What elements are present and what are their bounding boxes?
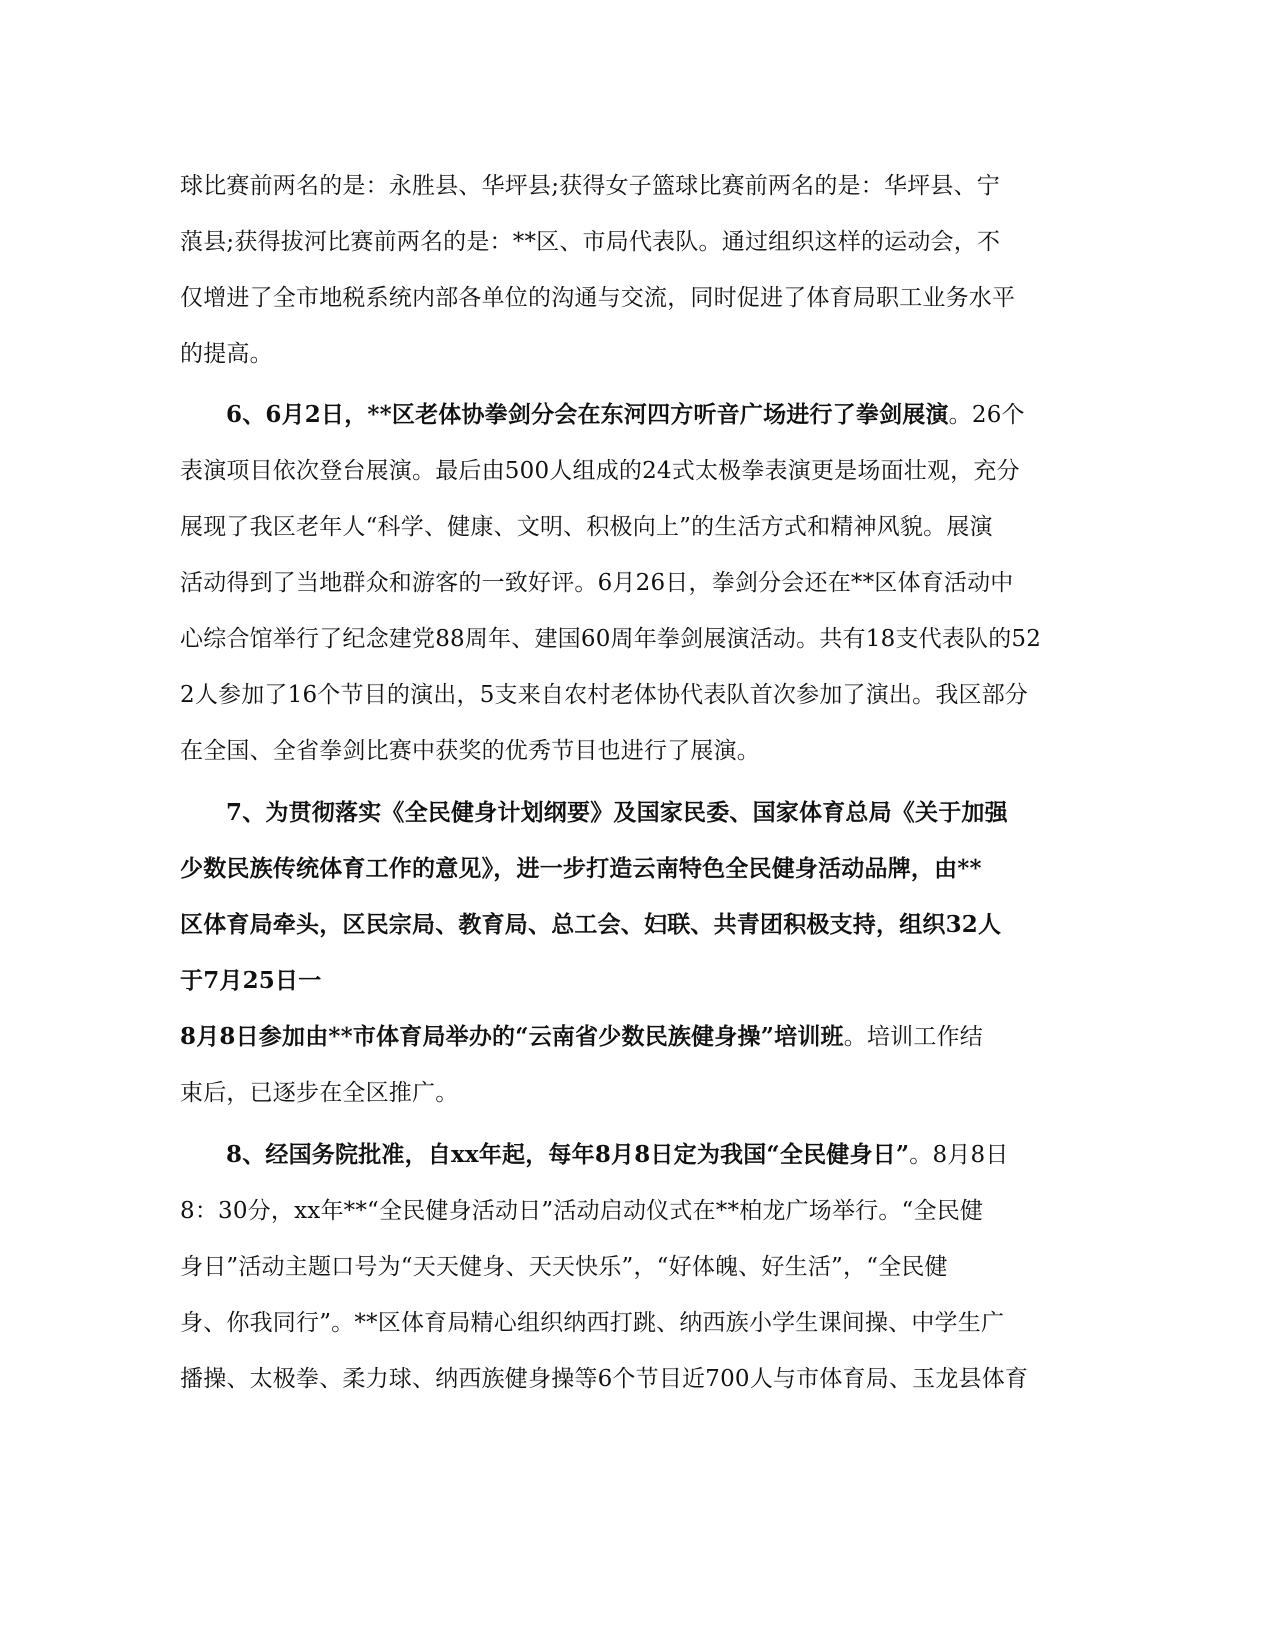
paragraph-7-heading-line: 少数民族传统体育工作的意见》，进一步打造云南特色全民健身活动品牌，由** — [180, 855, 982, 882]
text-line: 仅增进了全市地税系统内部各单位的沟通与交流，同时促进了体育局职工业务水平 — [180, 285, 1016, 311]
paragraph-8-heading: 8、经国务院批准，自xx年起，每年8月8日定为我国“全民健身日” — [226, 1141, 910, 1168]
text-line: 活动得到了当地群众和游客的一致好评。6月26日，拳剑分会还在**区体育活动中 — [180, 570, 1014, 596]
text-line: 在全国、全省拳剑比赛中获奖的优秀节目也进行了展演。 — [180, 738, 760, 764]
paragraph-7-heading-line: 区体育局牵头，区民宗局、教育局、总工会、妇联、共青团积极支持，组织32人 — [180, 911, 1002, 938]
paragraph-6-first-line — [226, 400, 1025, 430]
paragraph-6-heading: 6、6月2日，**区老体协拳剑分会在东河四方听音广场进行了拳剑展演 — [226, 401, 949, 428]
paragraph-8-first-line — [226, 1140, 1009, 1170]
paragraph-7-heading-line: 于7月25日一 — [180, 967, 322, 994]
text-line: 蒗县;获得拔河比赛前两名的是：**区、市局代表队。通过组织这样的运动会，不 — [180, 229, 1001, 255]
text-line: 播操、太极拳、柔力球、纳西族健身操等6个节目近700人与市体育局、玉龙县体育 — [180, 1366, 1029, 1392]
paragraph-6-continuation: 。26个 — [948, 402, 1025, 428]
text-line: 的提高。 — [180, 341, 273, 367]
paragraph-7-continuation: 。培训工作结 — [843, 1024, 983, 1050]
paragraph-7-heading-end: 8月8日参加由**市体育局举办的“云南省少数民族健身操”培训班 — [180, 1023, 844, 1050]
text-line: 心综合馆举行了纪念建党88周年、建国60周年拳剑展演活动。共有18支代表队的52 — [180, 626, 1042, 652]
paragraph-7-heading-line: 7、为贯彻落实《全民健身计划纲要》及国家民委、国家体育总局《关于加强 — [226, 799, 1008, 826]
text-line: 表演项目依次登台展演。最后由500人组成的24式太极拳表演更是场面壮观，充分 — [180, 458, 1020, 484]
text-line: 8：30分，xx年**“全民健身活动日”活动启动仪式在**柏龙广场举行。“全民健 — [180, 1198, 984, 1224]
text-line: 身日”活动主题口号为“天天健身、天天快乐”，“好体魄、好生活”，“全民健 — [180, 1254, 948, 1280]
text-line: 束后，已逐步在全区推广。 — [180, 1080, 459, 1106]
text-line: 2人参加了16个节目的演出，5支来自农村老体协代表队首次参加了演出。我区部分 — [180, 682, 1029, 708]
text-line: 身、你我同行”。**区体育局精心组织纳西打跳、纳西族小学生课间操、中学生广 — [180, 1310, 1005, 1336]
paragraph-8-continuation: 。8月8日 — [909, 1142, 1009, 1168]
text-line: 球比赛前两名的是：永胜县、华坪县;获得女子篮球比赛前两名的是：华坪县、宁 — [180, 173, 1000, 199]
document-page — [180, 0, 1040, 1650]
paragraph-7-mixed-line — [180, 1022, 983, 1052]
text-line: 展现了我区老年人“科学、健康、文明、积极向上”的生活方式和精神风貌。展演 — [180, 514, 993, 540]
